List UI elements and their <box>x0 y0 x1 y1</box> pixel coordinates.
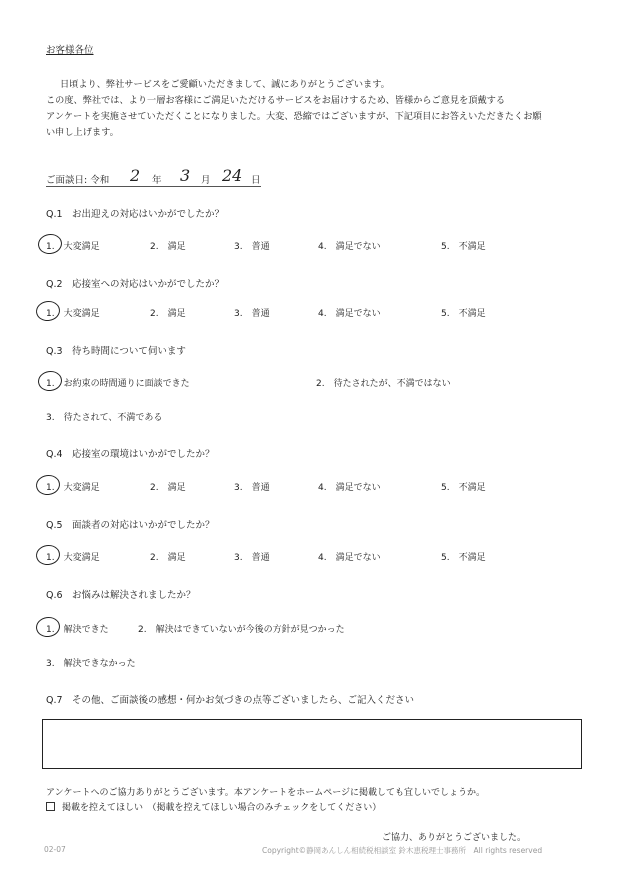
q2-option-1[interactable]: 1. 大変満足 <box>46 309 100 319</box>
interview-date-field[interactable] <box>46 168 261 187</box>
date-label: ご面談日: 令和 <box>46 175 110 186</box>
consent-text: アンケートへのご協力ありがとうございます。本アンケートをホームページに掲載しても宜しいでしょうか。 <box>46 788 486 798</box>
question-2: Q.2 応接室への対応はいかがでしたか？ <box>46 279 225 290</box>
intro-line-3: アンケートを実施させていただくことになりました。大変、恐縮ではございますが、下記項目にお答えいただきたくお願 <box>46 111 542 122</box>
copyright: Copyright©静岡あんしん相続税相談室 鈴木恵税理士事務所 All rights reserved <box>262 846 543 855</box>
question-3: Q.3 待ち時間について伺います <box>46 346 186 357</box>
q5-option-5[interactable]: 5. 不満足 <box>441 553 486 563</box>
q4-option-4[interactable]: 4. 満足でない <box>318 483 381 493</box>
q1-option-5[interactable]: 5. 不満足 <box>441 242 486 252</box>
question-1: Q.1 お出迎えの対応はいかがでしたか？ <box>46 209 225 220</box>
q1-option-4[interactable]: 4. 満足でない <box>318 242 381 252</box>
thanks-message: ご協力、ありがとうございました。 <box>382 833 527 843</box>
no-publish-label: 掲載を控えてほしい （掲載を控えてほしい場合のみチェックをしてください） <box>62 803 382 813</box>
q3-option-3[interactable]: 3. 待たされて、不満である <box>46 413 163 423</box>
form-code: 02-07 <box>44 845 66 854</box>
no-publish-checkbox[interactable] <box>46 802 55 811</box>
intro-line-2: この度、弊社では、より一層お客様にご満足いただけるサービスをお届けするため、皆様からご意見を頂戴する <box>46 95 506 106</box>
question-6: Q.6 お悩みは解決されましたか？ <box>46 590 196 601</box>
question-4: Q.4 応接室の環境はいかがでしたか？ <box>46 449 215 460</box>
q2-option-5[interactable]: 5. 不満足 <box>441 309 486 319</box>
q4-option-3[interactable]: 3. 普通 <box>234 483 270 493</box>
q5-option-2[interactable]: 2. 満足 <box>150 553 186 563</box>
q2-option-2[interactable]: 2. 満足 <box>150 309 186 319</box>
date-day-value: 24 <box>222 166 243 185</box>
q6-option-1[interactable]: 1. 解決できた <box>46 625 109 635</box>
date-day-unit: 日 <box>251 175 261 186</box>
q3-option-1[interactable]: 1. お約束の時間通りに面談できた <box>46 379 190 389</box>
q2-option-3[interactable]: 3. 普通 <box>234 309 270 319</box>
q4-option-1[interactable]: 1. 大変満足 <box>46 483 100 493</box>
q1-option-3[interactable]: 3. 普通 <box>234 242 270 252</box>
comment-textbox[interactable] <box>42 719 582 769</box>
q4-option-2[interactable]: 2. 満足 <box>150 483 186 493</box>
q4-option-5[interactable]: 5. 不満足 <box>441 483 486 493</box>
q3-option-2[interactable]: 2. 待たされたが、不満ではない <box>316 379 451 389</box>
date-year-unit: 年 <box>152 175 162 186</box>
date-month-unit: 月 <box>201 175 211 186</box>
intro-line-1: 日頃より、弊社サービスをご愛顧いただきまして、誠にありがとうございます。 <box>60 79 390 90</box>
date-year-value: 2 <box>130 166 141 185</box>
q5-option-1[interactable]: 1. 大変満足 <box>46 553 100 563</box>
q6-option-3[interactable]: 3. 解決できなかった <box>46 659 136 669</box>
greeting: お客様各位 <box>46 45 94 56</box>
q6-option-2[interactable]: 2. 解決はできていないが今後の方針が見つかった <box>138 625 345 635</box>
intro-line-4: い申し上げます。 <box>46 127 119 138</box>
question-7: Q.7 その他、ご面談後の感想・何かお気づきの点等ございましたら、ご記入ください <box>46 695 415 706</box>
q1-option-2[interactable]: 2. 満足 <box>150 242 186 252</box>
q1-option-1[interactable]: 1. 大変満足 <box>46 242 100 252</box>
date-month-value: 3 <box>180 166 191 185</box>
q5-option-4[interactable]: 4. 満足でない <box>318 553 381 563</box>
q2-option-4[interactable]: 4. 満足でない <box>318 309 381 319</box>
q5-option-3[interactable]: 3. 普通 <box>234 553 270 563</box>
question-5: Q.5 面談者の対応はいかがでしたか？ <box>46 520 215 531</box>
